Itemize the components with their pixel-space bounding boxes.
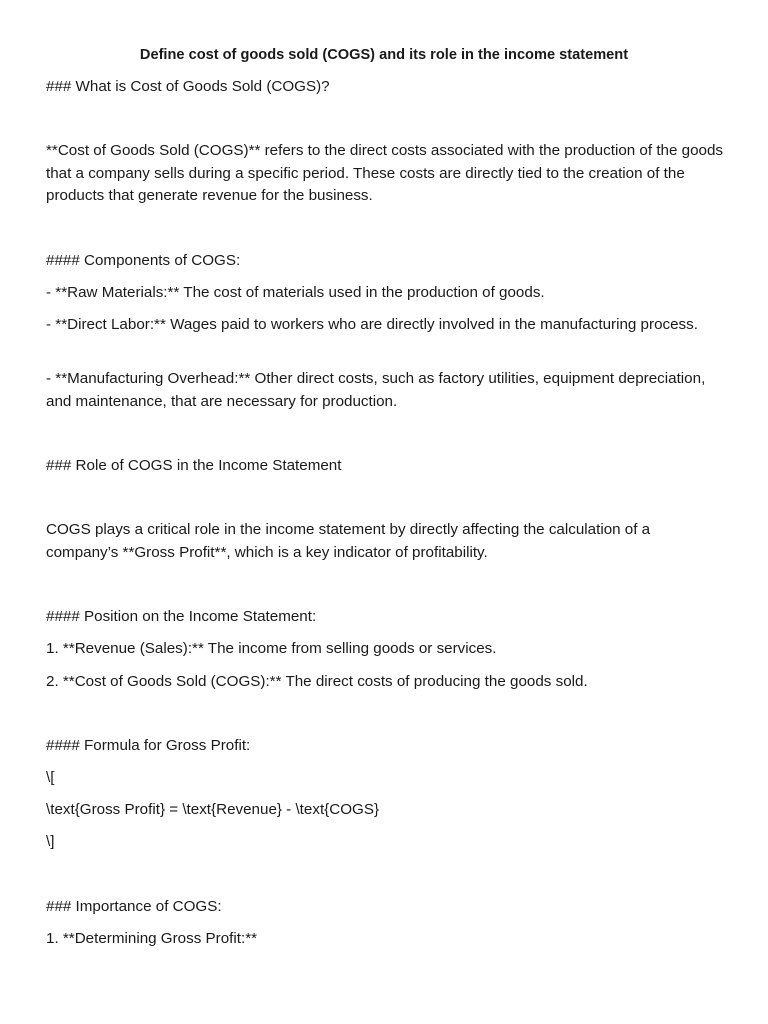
formula-close: \] <box>46 833 55 850</box>
list-item-raw-materials: - **Raw Materials:** The cost of materials used in the production of goods. <box>46 284 545 301</box>
list-item-cogs: 2. **Cost of Goods Sold (COGS):** The direct costs of producing the goods sold. <box>46 673 588 690</box>
list-item-determining-gross-profit: 1. **Determining Gross Profit:** <box>46 930 258 947</box>
list-item-revenue: 1. **Revenue (Sales):** The income from selling goods or services. <box>46 640 497 657</box>
paragraph-cogs-role: COGS plays a critical role in the income statement by directly affecting the calculation of a company’s **Gross Profit**, which is a key indicator of profitability. <box>46 521 651 561</box>
paragraph-cogs-definition: **Cost of Goods Sold (COGS)** refers to the direct costs associated with the production of the goods that a company sells during a specific period. These costs are directly tied to the creation of the products that generate revenue for the business. <box>46 142 724 204</box>
heading-components: #### Components of COGS: <box>46 252 241 269</box>
heading-formula: #### Formula for Gross Profit: <box>46 737 251 754</box>
heading-what-is-cogs: ### What is Cost of Goods Sold (COGS)? <box>46 78 330 95</box>
formula-open: \[ <box>46 769 55 786</box>
formula-body: \text{Gross Profit} = \text{Revenue} - \text{COGS} <box>46 801 380 818</box>
list-item-manufacturing-overhead: - **Manufacturing Overhead:** Other direct costs, such as factory utilities, equipment depreciation, and maintenance, that are necessary for production. <box>46 370 706 410</box>
heading-importance: ### Importance of COGS: <box>46 898 222 915</box>
heading-role-of-cogs: ### Role of COGS in the Income Statement <box>46 457 342 474</box>
document-title: Define cost of goods sold (COGS) and its role in the income statement <box>139 47 629 63</box>
heading-position: #### Position on the Income Statement: <box>46 608 317 625</box>
list-item-direct-labor: - **Direct Labor:** Wages paid to workers who are directly involved in the manufacturing process. <box>46 316 698 333</box>
